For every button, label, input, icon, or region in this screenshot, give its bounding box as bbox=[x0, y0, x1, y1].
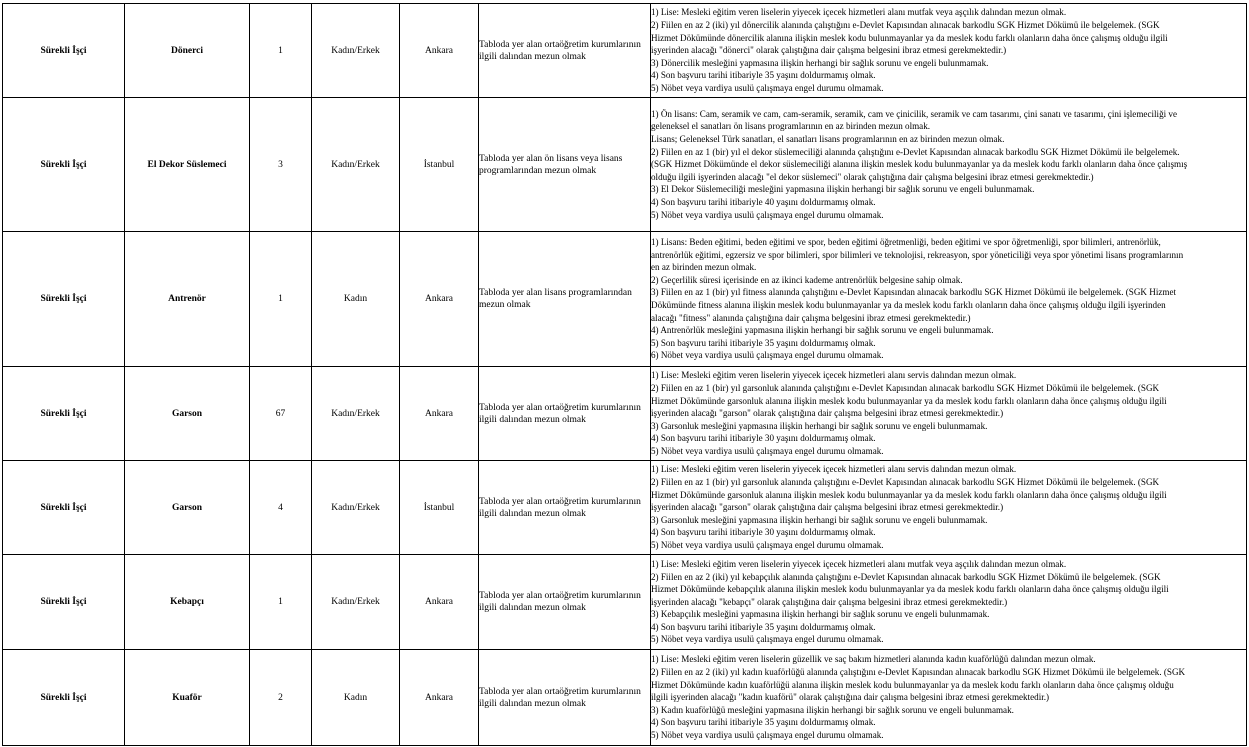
requirement-line: ilgili işyerinden alacağı "kadın kuaförü" olarak çalıştığına dair çalışma belgesini ibraz etmesi gerekmektedir.) bbox=[651, 692, 1050, 703]
position-title-cell: Antrenör bbox=[125, 232, 250, 367]
requirement-line: (SGK Hizmet Dökümünde el dekor süslemeciliği alanına ilişkin meslek kodu bulunmayanlar ya da meslek kodu farklı olanların daha önce çalışmış bbox=[651, 159, 1188, 170]
requirements-cell bbox=[651, 650, 1247, 746]
staff-type-cell: Sürekli İşçi bbox=[3, 650, 125, 746]
requirement-line: 5) Nöbet veya vardiya usulü çalışmaya engel durumu olmamak. bbox=[651, 445, 884, 456]
education-cell: Tabloda yer alan ön lisans veya lisans programlarından mezun olmak bbox=[479, 98, 651, 232]
requirement-line: 4) Son başvuru tarihi itibariyle 35 yaşını doldurmamış olmak. bbox=[651, 717, 876, 728]
requirement-line: Hizmet Dökümünde dönercilik alanına ilişkin meslek kodu bulunmayanlar ya da meslek kodu farklı olanların daha önce çalışmış olduğu ilgili bbox=[651, 32, 1168, 43]
table-row bbox=[3, 367, 1247, 461]
requirement-line: alacağı "fitness" alanında çalıştığına dair çalışma belgesini ibraz etmesi gerekmektedir.) bbox=[651, 312, 971, 323]
position-count-cell: 1 bbox=[250, 4, 312, 98]
position-title-cell: Kuaför bbox=[125, 650, 250, 746]
table-row bbox=[3, 98, 1247, 232]
requirement-line: antrenörlük eğitimi, egzersiz ve spor bilimleri, spor bilimleri ve teknolojisi, rekreasyon, spor yöneticiliği veya spor yönetimi lisans programlarının bbox=[651, 249, 1184, 260]
position-count-cell: 2 bbox=[250, 650, 312, 746]
requirement-line: 2) Fiilen en az 1 (bir) yıl el dekor süslemeciliği alanında çalıştığını e-Devlet Kapısından alınacak barkodlu SGK Hizmet Dökümü ile belgelemek. bbox=[651, 146, 1180, 157]
staff-type-cell: Sürekli İşçi bbox=[3, 4, 125, 98]
education-cell: Tabloda yer alan ortaöğretim kurumlarının ilgili dalından mezun olmak bbox=[479, 4, 651, 98]
position-title-cell: Garson bbox=[125, 367, 250, 461]
requirements-cell bbox=[651, 555, 1247, 650]
position-title-cell: El Dekor Süslemeci bbox=[125, 98, 250, 232]
requirements-cell bbox=[651, 461, 1247, 555]
requirement-line: 3) Garsonluk mesleğini yapmasına ilişkin herhangi bir sağlık sorunu ve engeli bulunmamak. bbox=[651, 420, 988, 431]
education-cell: Tabloda yer alan ortaöğretim kurumlarının ilgili dalından mezun olmak bbox=[479, 367, 651, 461]
requirements-cell bbox=[651, 232, 1247, 367]
gender-cell: Kadın/Erkek bbox=[312, 461, 400, 555]
requirement-line: 5) Nöbet veya vardiya usulü çalışmaya engel durumu olmamak. bbox=[651, 82, 884, 93]
position-title-cell: Garson bbox=[125, 461, 250, 555]
job-positions-table bbox=[2, 3, 1247, 746]
gender-cell: Kadın/Erkek bbox=[312, 555, 400, 650]
city-cell: Ankara bbox=[400, 232, 479, 367]
position-title-cell: Dönerci bbox=[125, 4, 250, 98]
requirement-line: 5) Nöbet veya vardiya usulü çalışmaya engel durumu olmamak. bbox=[651, 634, 884, 645]
requirement-line: Hizmet Dökümünde kadın kuaförlüğü alanına ilişkin meslek kodu bulunmayanlar ya da meslek kodu farklı olanların daha önce çalışmış olduğu bbox=[651, 679, 1174, 690]
table-row bbox=[3, 461, 1247, 555]
gender-cell: Kadın/Erkek bbox=[312, 4, 400, 98]
position-count-cell: 1 bbox=[250, 232, 312, 367]
city-cell: Ankara bbox=[400, 4, 479, 98]
requirement-line: 4) Son başvuru tarihi itibariyle 35 yaşını doldurmamış olmak. bbox=[651, 621, 876, 632]
requirement-line: 1) Lisans: Beden eğitimi, beden eğitimi ve spor, beden eğitimi öğretmenliği, beden eğitimi ve spor öğretmenliği, spor bilimleri, antrenörlük, bbox=[651, 237, 1161, 248]
requirement-line: 3) Dönercilik mesleğini yapmasına ilişkin herhangi bir sağlık sorunu ve engeli bulunmamak. bbox=[651, 57, 989, 68]
requirement-line: 2) Fiilen en az 2 (iki) yıl kadın kuaförlüğü alanında çalıştığını e-Devlet Kapısından alınacak barkodlu SGK Hizmet Dökümü ile belgelemek. (SGK bbox=[651, 667, 1186, 678]
requirement-line: Dökümünde fitness alanına ilişkin meslek kodu bulunmayanlar ya da meslek kodu farklı olanların daha önce çalışmış olduğu ilgili işyerinden bbox=[651, 300, 1166, 310]
requirement-line: 1) Lise: Mesleki eğitim veren liselerin yiyecek içecek hizmetleri alanı mutfak veya aşçılık dalından mezun olmak. bbox=[651, 558, 1067, 569]
requirement-line: işyerinden alacağı "garson" olarak çalıştığına dair çalışma belgesini ibraz etmesi gerekmektedir.) bbox=[651, 502, 1004, 513]
table-row bbox=[3, 650, 1247, 746]
requirement-line: en az birinden mezun olmak. bbox=[651, 262, 757, 273]
requirement-line: 3) Kadın kuaförlüğü mesleğini yapmasına ilişkin herhangi bir sağlık sorunu ve engeli bulunmamak. bbox=[651, 704, 1014, 715]
city-cell: Ankara bbox=[400, 555, 479, 650]
requirement-line: geleneksel el sanatları ön lisans programlarının en az birinden mezun olmak. bbox=[651, 121, 931, 132]
requirement-line: 1) Lise: Mesleki eğitim veren liselerin yiyecek içecek hizmetleri alanı servis dalından mezun olmak. bbox=[651, 370, 1017, 381]
requirements-cell bbox=[651, 4, 1247, 98]
requirement-line: işyerinden alacağı "dönerci" olarak çalıştığına dair çalışma belgesini ibraz etmesi gerekmektedir.) bbox=[651, 45, 1007, 56]
education-cell: Tabloda yer alan ortaöğretim kurumlarının ilgili dalından mezun olmak bbox=[479, 555, 651, 650]
requirement-line: 1) Lise: Mesleki eğitim veren liselerin güzellik ve saç bakım hizmetleri alanında kadın kuaförlüğü dalından mezun olmak. bbox=[651, 654, 1096, 665]
requirement-line: 4) Antrenörlük mesleğini yapmasına ilişkin herhangi bir sağlık sorunu ve engeli bulunmamak. bbox=[651, 325, 994, 336]
table-row bbox=[3, 4, 1247, 98]
requirements-cell bbox=[651, 367, 1247, 461]
requirement-line: 2) Fiilen en az 1 (bir) yıl garsonluk alanında çalıştığını e-Devlet Kapısından alınacak barkodlu SGK Hizmet Dökümü ile belgelemek. (SGK bbox=[651, 383, 1160, 394]
education-cell: Tabloda yer alan ortaöğretim kurumlarının ilgili dalından mezun olmak bbox=[479, 461, 651, 555]
gender-cell: Kadın bbox=[312, 650, 400, 746]
requirement-line: 3) El Dekor Süslemeciliği mesleğini yapmasına ilişkin herhangi bir sağlık sorunu ve engeli bulunmamak. bbox=[651, 184, 1035, 195]
requirement-line: 5) Nöbet veya vardiya usulü çalışmaya engel durumu olmamak. bbox=[651, 729, 884, 740]
table-row bbox=[3, 555, 1247, 650]
position-title-cell: Kebapçı bbox=[125, 555, 250, 650]
staff-type-cell: Sürekli İşçi bbox=[3, 461, 125, 555]
requirement-line: 3) Fiilen en az 1 (bir) yıl fitness alanında çalıştığını e-Devlet Kapısından alınacak barkodlu SGK Hizmet Dökümü ile belgelemek. (SGK Hizmet bbox=[651, 287, 1177, 298]
gender-cell: Kadın bbox=[312, 232, 400, 367]
city-cell: İstanbul bbox=[400, 98, 479, 232]
requirement-line: olduğu ilgili işyerinden alacağı "el dekor süslemeci" olarak çalıştığına dair çalışma belgesini ibraz etmesi gerekmektedir.) bbox=[651, 171, 1094, 182]
requirement-line: 1) Ön lisans: Cam, seramik ve cam, cam-seramik, seramik, cam ve çinicilik, seramik ve cam tasarımı, çini sanatı ve tasarımı, çini işlemeciliği ve bbox=[651, 108, 1178, 119]
position-count-cell: 67 bbox=[250, 367, 312, 461]
education-cell: Tabloda yer alan ortaöğretim kurumlarının ilgili dalından mezun olmak bbox=[479, 650, 651, 746]
requirement-line: 2) Fiilen en az 1 (bir) yıl garsonluk alanında çalıştığını e-Devlet Kapısından alınacak barkodlu SGK Hizmet Dökümü ile belgelemek. (SGK bbox=[651, 477, 1160, 488]
requirement-line: 2) Fiilen en az 2 (iki) yıl kebapçılık alanında çalıştığını e-Devlet Kapısından alınacak barkodlu SGK Hizmet Dökümü ile belgelemek. (SGK bbox=[651, 571, 1161, 582]
staff-type-cell: Sürekli İşçi bbox=[3, 555, 125, 650]
requirement-line: 2) Geçerlilik süresi içerisinde en az ikinci kademe antrenörlük belgesine sahip olmak. bbox=[651, 274, 963, 285]
requirement-line: 4) Son başvuru tarihi itibariyle 30 yaşını doldurmamış olmak. bbox=[651, 433, 876, 444]
education-cell: Tabloda yer alan lisans programlarından mezun olmak bbox=[479, 232, 651, 367]
requirement-line: 5) Nöbet veya vardiya usulü çalışmaya engel durumu olmamak. bbox=[651, 209, 884, 220]
requirement-line: Hizmet Dökümünde garsonluk alanına ilişkin meslek kodu bulunmayanlar ya da meslek kodu farklı olanların daha önce çalışmış olduğu ilgili bbox=[651, 395, 1167, 406]
staff-type-cell: Sürekli İşçi bbox=[3, 98, 125, 232]
gender-cell: Kadın/Erkek bbox=[312, 367, 400, 461]
requirement-line: 3) Kebapçılık mesleğini yapmasına ilişkin herhangi bir sağlık sorunu ve engeli bulunmamak. bbox=[651, 609, 990, 620]
requirement-line: Hizmet Dökümünde kebapçılık alanına ilişkin meslek kodu bulunmayanlar ya da meslek kodu farklı olanların daha önce çalışmış olduğu ilgili bbox=[651, 584, 1169, 595]
table-body bbox=[3, 4, 1247, 746]
position-count-cell: 4 bbox=[250, 461, 312, 555]
requirement-line: 4) Son başvuru tarihi itibariyle 35 yaşını doldurmamış olmak. bbox=[651, 70, 876, 81]
city-cell: Ankara bbox=[400, 650, 479, 746]
staff-type-cell: Sürekli İşçi bbox=[3, 367, 125, 461]
requirement-line: 5) Nöbet veya vardiya usulü çalışmaya engel durumu olmamak. bbox=[651, 539, 884, 550]
requirement-line: işyerinden alacağı "kebapçı" olarak çalıştığına dair çalışma belgesini ibraz etmesi gerekmektedir.) bbox=[651, 596, 1008, 607]
requirement-line: 1) Lise: Mesleki eğitim veren liselerin yiyecek içecek hizmetleri alanı servis dalından mezun olmak. bbox=[651, 464, 1017, 475]
requirement-line: işyerinden alacağı "garson" olarak çalıştığına dair çalışma belgesini ibraz etmesi gerekmektedir.) bbox=[651, 408, 1004, 419]
requirement-line: Lisans; Geleneksel Türk sanatları, el sanatları lisans programlarının en az birinden mezun olmak. bbox=[651, 134, 1005, 145]
position-count-cell: 3 bbox=[250, 98, 312, 232]
position-count-cell: 1 bbox=[250, 555, 312, 650]
table-row bbox=[3, 232, 1247, 367]
requirement-line: 1) Lise: Mesleki eğitim veren liselerin yiyecek içecek hizmetleri alanı mutfak veya aşçılık dalından mezun olmak. bbox=[651, 7, 1067, 18]
city-cell: İstanbul bbox=[400, 461, 479, 555]
gender-cell: Kadın/Erkek bbox=[312, 98, 400, 232]
requirement-line: 4) Son başvuru tarihi itibariyle 30 yaşını doldurmamış olmak. bbox=[651, 527, 876, 538]
requirement-line: 6) Nöbet veya vardiya usulü çalışmaya engel durumu olmamak. bbox=[651, 350, 884, 361]
requirements-cell bbox=[651, 98, 1247, 232]
requirement-line: 3) Garsonluk mesleğini yapmasına ilişkin herhangi bir sağlık sorunu ve engeli bulunmamak. bbox=[651, 514, 988, 525]
requirement-line: 5) Son başvuru tarihi itibariyle 35 yaşını doldurmamış olmak. bbox=[651, 337, 876, 348]
requirement-line: 2) Fiilen en az 2 (iki) yıl dönercilik alanında çalıştığını e-Devlet Kapısından alınacak barkodlu SGK Hizmet Dökümü ile belgelemek. (SGK bbox=[651, 20, 1160, 31]
requirement-line: Hizmet Dökümünde garsonluk alanına ilişkin meslek kodu bulunmayanlar ya da meslek kodu farklı olanların daha önce çalışmış olduğu ilgili bbox=[651, 489, 1167, 500]
city-cell: Ankara bbox=[400, 367, 479, 461]
requirement-line: 4) Son başvuru tarihi itibariyle 40 yaşını doldurmamış olmak. bbox=[651, 196, 876, 207]
staff-type-cell: Sürekli İşçi bbox=[3, 232, 125, 367]
